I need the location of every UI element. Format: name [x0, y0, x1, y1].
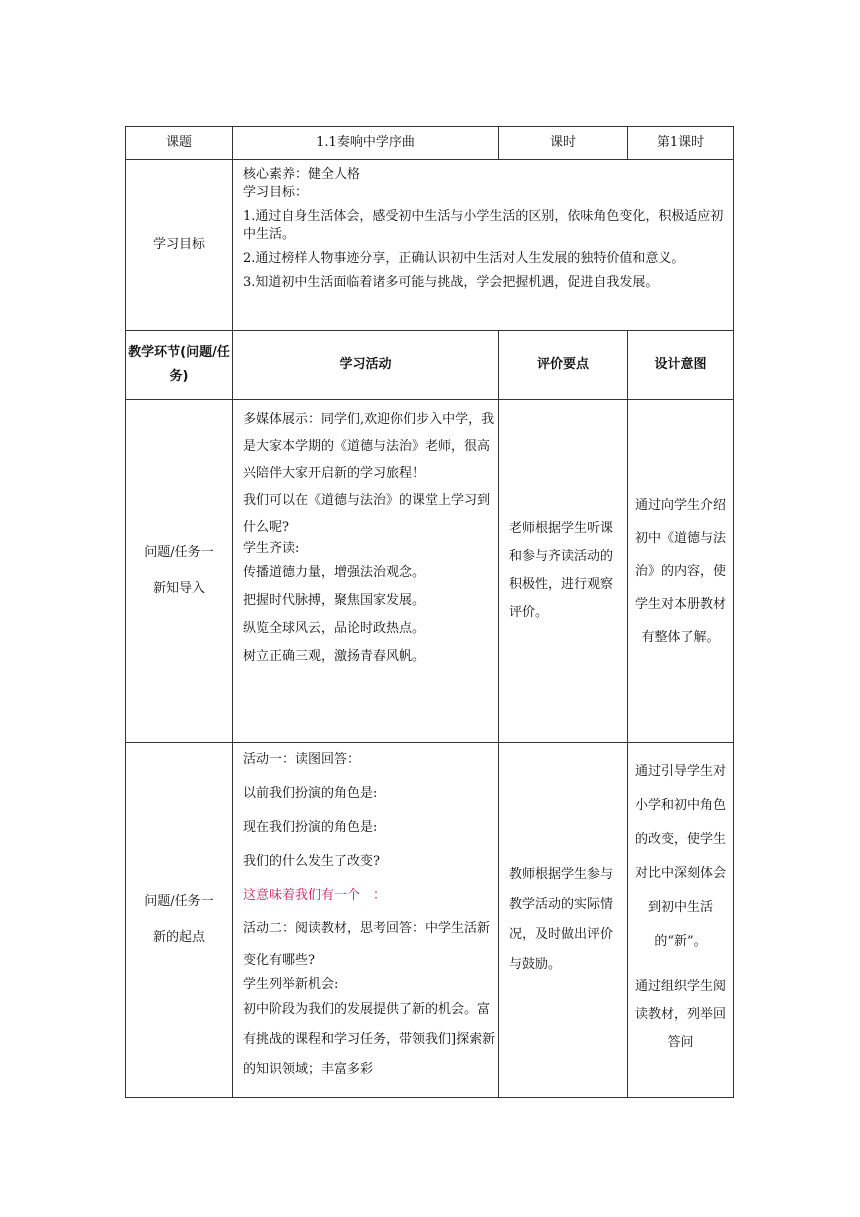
activity-line: 我们的什么发生了改变? [243, 854, 380, 869]
activity-line: 现在我们扮演的角色是: [243, 820, 378, 835]
activity-line: 学生齐读: [243, 541, 300, 556]
goal-3: 3.知道初中生活面临着诸多可能与挑战，学会把握机遇，促进自我发展。 [243, 275, 659, 290]
activity-cell [233, 743, 499, 1098]
stage-line-2: 新知导入 [152, 581, 205, 596]
stage-line-1: 问题/任务一 [144, 545, 214, 560]
goals-row [126, 160, 734, 331]
goals-title: 学习目标： [243, 185, 309, 200]
goal-2: 2.通过榜样人物事迹分享，正确认识初中生活对人生发展的独特价值和意义。 [243, 251, 685, 266]
table-row [126, 743, 734, 1098]
table-row [126, 400, 734, 743]
intent-text-b: 通过组织学生阅读教材，列举回答问 [634, 979, 726, 1050]
stage-line-1: 问题/任务一 [144, 894, 214, 909]
stage-cell [126, 743, 233, 1098]
core-literacy: 核心素养：健全人格 [243, 167, 361, 182]
activity-line: 活动二：阅读教材，思考回答：中学生活新变化有哪些? [243, 921, 491, 968]
col-intent: 设计意图 [628, 331, 734, 400]
header-row [126, 127, 734, 160]
activity-line: 初中阶段为我们的发展提供了新的机会。富有挑战的课程和学习任务，带领我们]探索新的知识领域；丰富多彩 [243, 1002, 496, 1077]
topic-label: 课题 [126, 127, 233, 160]
col-evaluation: 评价要点 [499, 331, 628, 400]
intent-text-a: 通过引导学生对小学和初中角色的改变，使学生对比中深刻体会到初中生活的“新”。 [634, 764, 726, 949]
goal-1: 1.通过自身生活体会，感受初中生活与小学生活的区别，依味角色变化，积极适应初中生活。 [243, 209, 724, 242]
activity-line: 我们可以在《道德与法治》的课堂上学习到什么呢? [243, 493, 491, 535]
lesson-plan-sheet [125, 126, 733, 1097]
goals-content [233, 160, 734, 331]
activity-line: 以前我们扮演的角色是: [243, 786, 378, 801]
activity-line: 纵览全球风云，品论时政热点。 [243, 621, 426, 636]
activity-line: 多媒体展示：同学们,欢迎你们步入中学，我是大家本学期的《道德与法治》老师，很高兴陪伴大家开启新的学习旅程！ [243, 412, 495, 481]
activity-cell [233, 400, 499, 743]
topic-value: 1.1奏响中学序曲 [233, 127, 499, 160]
evaluation-cell: 老师根据学生听课和参与齐读活动的积极性，进行观察评价。 [499, 400, 628, 743]
activity-line: 学生列举新机会: [243, 977, 339, 992]
stage-cell [126, 400, 233, 743]
intent-spacer [632, 959, 729, 973]
evaluation-cell: 教师根据学生参与教学活动的实际情况，及时做出评价与鼓励。 [499, 743, 628, 1098]
intent-cell: 通过向学生介绍初中《道德与法治》的内容，使学生对本册教材有整体了解。 [628, 400, 734, 743]
intent-cell [628, 743, 734, 1098]
col-stage: 教学环节(问题/任务) [126, 331, 233, 400]
col-activity: 学习活动 [233, 331, 499, 400]
activity-line: 树立正确三观，激扬青春风帆。 [243, 649, 426, 664]
activity-line: 活动一：读图回答： [243, 752, 361, 767]
period-value: 第1课时 [628, 127, 734, 160]
goals-label: 学习目标 [126, 160, 233, 331]
stage-line-2: 新的起点 [152, 930, 205, 945]
activity-line: 传播道德力量，增强法治观念。 [243, 565, 426, 580]
period-label: 课时 [499, 127, 628, 160]
lesson-plan-table [125, 126, 734, 1098]
column-header-row [126, 331, 734, 400]
activity-line: 把握时代脉搏，聚焦国家发展。 [243, 593, 426, 608]
activity-line-highlight: 这意味着我们有一个 ： [243, 888, 387, 903]
